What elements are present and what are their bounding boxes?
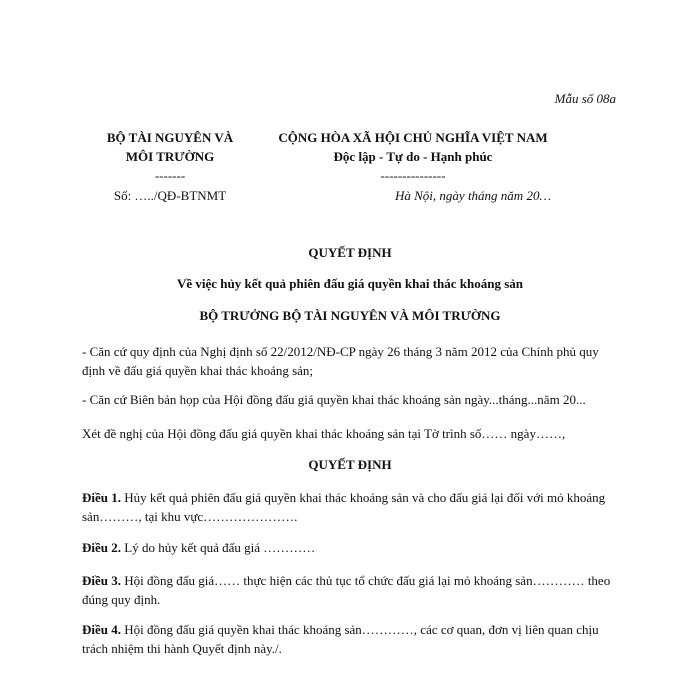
legal-basis-2: - Căn cứ Biên bản họp của Hội đồng đấu giá quyền khai thác khoáng sản ngày...tháng...năm 20...: [82, 392, 586, 407]
article-text: Lý do hủy kết quả đấu giá …………: [121, 540, 316, 555]
agency-name-line2: MÔI TRƯỜNG: [125, 149, 215, 164]
republic-block: [262, 128, 564, 185]
article-1: [82, 488, 622, 526]
article-2: [82, 538, 622, 557]
motto-divider: ---------------: [380, 168, 446, 183]
article-text: Hội đồng đấu giá quyền khai thác khoáng sản…………, các cơ quan, đơn vị liên quan chịu trách nhiệm thi hành Quyết định này./.: [82, 622, 599, 656]
article-label: Điều 3.: [82, 573, 121, 588]
agency-divider: -------: [154, 168, 186, 183]
republic-name: CỘNG HÒA XÃ HỘI CHỦ NGHĨA VIỆT NAM: [278, 130, 548, 145]
proposal-basis: Xét đề nghị của Hội đồng đấu giá quyền khai thác khoáng sản tại Tờ trình số…… ngày……,: [82, 426, 566, 441]
agency-block: [86, 128, 254, 185]
article-text: Hội đồng đấu giá…… thực hiện các thủ tục tổ chức đấu giá lại mỏ khoáng sản………… theo đúng quy định.: [82, 573, 611, 607]
article-label: Điều 2.: [82, 540, 121, 555]
decision-heading: QUYẾT ĐỊNH: [308, 457, 392, 472]
article-text: Hủy kết quả phiên đấu giá quyền khai thác khoáng sản và cho đấu giá lại đối với mỏ khoáng sản………, tại khu vực………………….: [82, 490, 606, 524]
place-date: Hà Nội, ngày tháng năm 20…: [395, 188, 551, 203]
form-number: Mẫu số 08a: [554, 91, 616, 106]
legal-basis-1: - Căn cứ quy định của Nghị định số 22/2012/NĐ-CP ngày 26 tháng 3 năm 2012 của Chính phủ quy định về đấu giá quyền khai thác khoáng sản;: [82, 344, 599, 378]
article-3: [82, 571, 622, 609]
agency-name-line1: BỘ TÀI NGUYÊN VÀ: [106, 130, 234, 145]
motto: Độc lập - Tự do - Hạnh phúc: [333, 149, 493, 164]
document-number: Số: …../QĐ-BTNMT: [113, 188, 227, 203]
document-subject: Về việc hủy kết quả phiên đấu giá quyền khai thác khoáng sản: [176, 276, 524, 291]
article-label: Điều 1.: [82, 490, 121, 505]
document-title: QUYẾT ĐỊNH: [308, 245, 392, 260]
issuing-authority: BỘ TRƯỞNG BỘ TÀI NGUYÊN VÀ MÔI TRƯỜNG: [199, 308, 501, 323]
article-4: [82, 620, 622, 658]
article-label: Điều 4.: [82, 622, 121, 637]
